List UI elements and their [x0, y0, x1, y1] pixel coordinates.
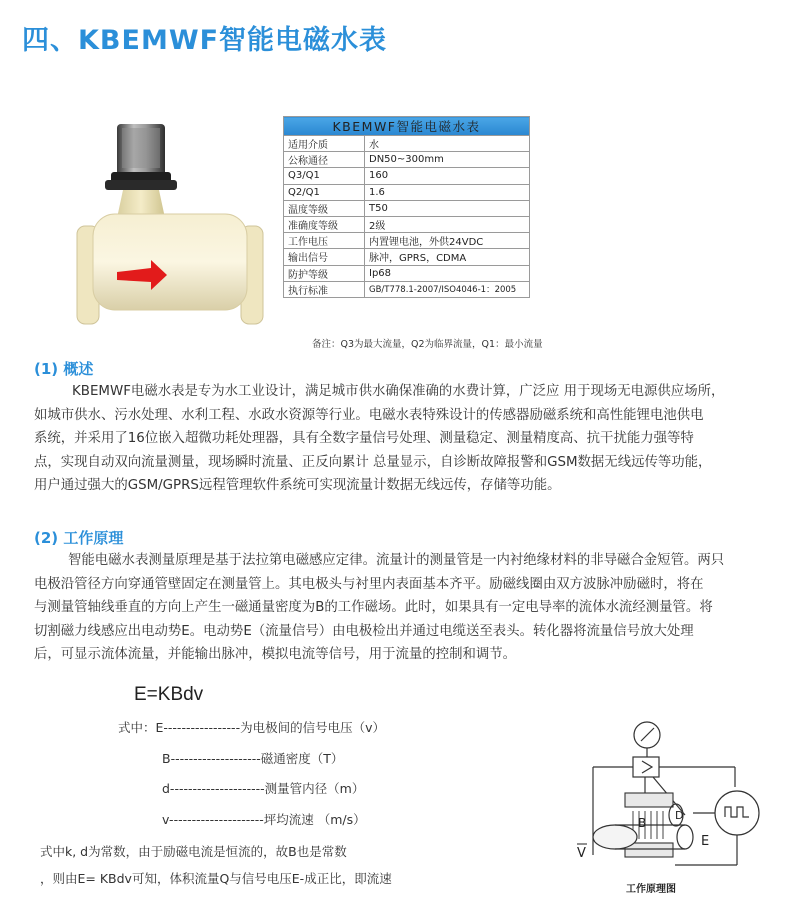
definition-v: v---------------------坪均流速 （m/s） — [162, 812, 366, 827]
spec-label: 适用介质 — [284, 136, 365, 152]
overview-line: 点，实现自动双向流量测量，现场瞬时流量、正反向累计 总量显示，自诊断故障报警和GSM数据无线远传等功能， — [34, 454, 712, 470]
diagram-label-d: D — [675, 809, 684, 822]
spec-label: 输出信号 — [284, 249, 365, 265]
spec-label: 温度等级 — [284, 200, 365, 216]
spec-label: 准确度等级 — [284, 216, 365, 232]
spec-table — [283, 116, 530, 298]
spec-label: 工作电压 — [284, 233, 365, 249]
table-row — [284, 249, 530, 265]
spec-label: Q3/Q1 — [284, 168, 365, 184]
spec-label: Q2/Q1 — [284, 184, 365, 200]
product-image — [75, 110, 265, 330]
section-principle-title: (2) 工作原理 — [34, 529, 124, 547]
overview-line: 用户通过强大的GSM/GPRS远程管理软件系统可实现流量计数据无线远传，存储等功能。 — [34, 478, 561, 493]
table-row — [284, 216, 530, 232]
principle-line: 后，可显示流体流量，并能输出脉冲，模拟电流等信号，用于流量的控制和调节。 — [34, 647, 517, 662]
spec-label: 执行标准 — [284, 281, 365, 297]
spec-value: 2级 — [365, 216, 530, 232]
diagram-label-e: E — [701, 834, 710, 849]
spec-value: 160 — [365, 168, 530, 184]
spec-value: GB/T778.1-2007/ISO4046-1：2005 — [365, 281, 530, 297]
diagram-label-b: B — [638, 816, 647, 830]
working-principle-diagram — [575, 715, 765, 900]
table-row — [284, 152, 530, 168]
definition-b: B--------------------磁通密度（T） — [162, 751, 344, 766]
table-row — [284, 184, 530, 200]
page-title: 四、KBEMWF智能电磁水表 — [22, 25, 388, 56]
spec-value: T50 — [365, 200, 530, 216]
table-row — [284, 233, 530, 249]
spec-value: 脉冲，GPRS，CDMA — [365, 249, 530, 265]
table-row — [284, 136, 530, 152]
spec-label: 防护等级 — [284, 265, 365, 281]
overview-line: 如城市供水、污水处理、水利工程、水政水资源等行业。电磁水表特殊设计的传感器励磁系统和高性能锂电池供电 — [34, 407, 704, 423]
overview-paragraph — [34, 380, 774, 498]
principle-line: 与测量管轴线垂直的方向上产生一磁通量密度为B的工作磁场。此时，如果具有一定电导率的流体水流经测量管。将 — [34, 600, 713, 615]
table-row — [284, 281, 530, 297]
conclusion-line: ，则由E= KBdv可知，体积流量Q与信号电压E-成正比，即流速 — [40, 871, 392, 886]
spec-table-header: KBEMWF智能电磁水表 — [284, 117, 530, 136]
spec-value: 内置锂电池，外供24VDC — [365, 233, 530, 249]
table-row — [284, 200, 530, 216]
spec-value: DN50~300mm — [365, 152, 530, 168]
table-row — [284, 168, 530, 184]
definition-d: d---------------------测量管内径（m） — [162, 781, 365, 796]
spec-label: 公称通径 — [284, 152, 365, 168]
overview-line: 系统，并采用了16位嵌入超微功耗处理器，具有全数字量信号处理、测量稳定、测量精度高、抗干扰能力强等特 — [34, 431, 694, 446]
section-overview-title: (1) 概述 — [34, 360, 94, 378]
diagram-caption: 工作原理图 — [626, 884, 676, 895]
spec-value: 1.6 — [365, 184, 530, 200]
spec-value: 水 — [365, 136, 530, 152]
definition-e: 式中：E-----------------为电极间的信号电压（v） — [118, 720, 385, 735]
conclusion-line: 式中k, d为常数，由于励磁电流是恒流的，故B也是常数 — [40, 844, 347, 859]
overview-line: KBEMWF电磁水表是专为水工业设计，满足城市供水确保准确的水费计算，广泛应 用于现场无电源供应场所， — [72, 384, 725, 399]
principle-line: 电极沿管径方向穿通管壁固定在测量管上。其电极头与衬里内表面基本齐平。励磁线圈由双方波脉冲励磁时，将在 — [34, 576, 704, 592]
principle-line: 切割磁力线感应出电动势E。电动势E（流量信号）由电极检出并通过电缆送至表头。转化器将流量信号放大处理 — [34, 623, 694, 639]
principle-line: 智能电磁水表测量原理是基于法拉第电磁感应定律。流量计的测量管是一内衬绝缘材料的非导磁合金短管。两只 — [68, 553, 725, 568]
spec-value: Ip68 — [365, 265, 530, 281]
diagram-label-v: V — [577, 846, 586, 861]
formula: E=KBdv — [134, 684, 204, 705]
principle-paragraph — [34, 549, 776, 667]
spec-note: 备注：Q3为最大流量，Q2为临界流量，Q1：最小流量 — [312, 339, 543, 350]
table-row — [284, 265, 530, 281]
